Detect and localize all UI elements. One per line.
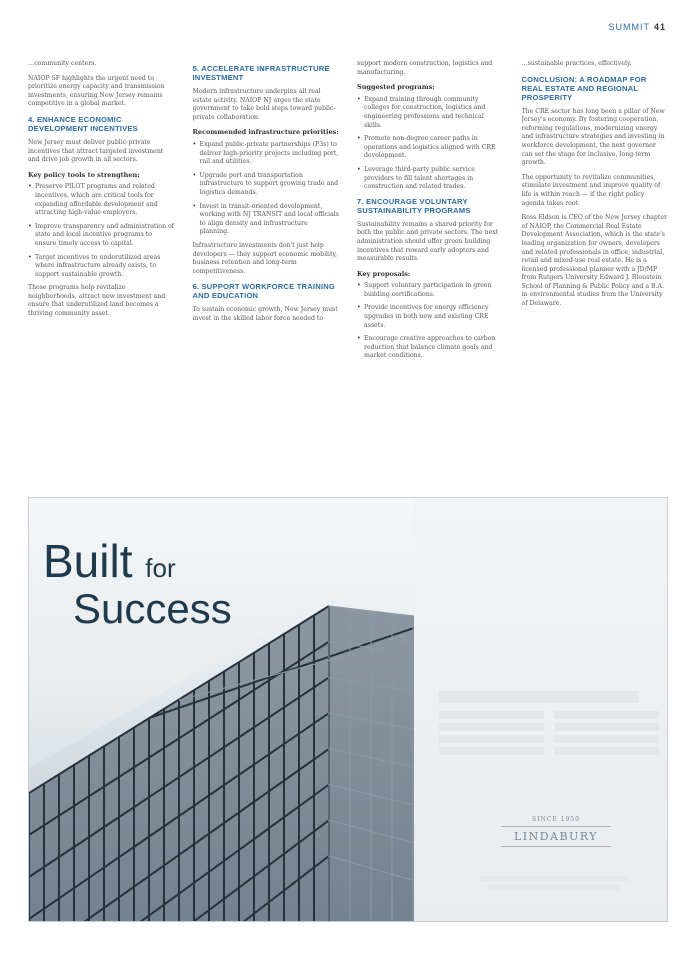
contact-line [489,885,619,890]
logo-name: LINDABURY [513,830,599,843]
list-item: • Improve transparency and administration of state and local incentive programs to ensure timely access to capital. [28,223,175,249]
list-item: • Target incentives to underutilized areas where infrastructure already exists, to support sustainable growth. [28,254,175,280]
headline-word: Success [73,585,232,632]
author-bio: Ross Eldson is CEO of the New Jersey chapter of NAIOP, the Commercial Real Estate Development Association, which is the state's leading organization for owners, developers and related professionals in office, industrial, retail and mixed-use real estate. He is a licensed professional planner with a JD/MP from Rutgers University Edward J. Bloustein School of Planning & Public Policy and a B.A. in environmental studies from the University of Delaware. [521,214,667,308]
service-item [554,747,659,755]
paragraph: …sustainable practices, effectively. [521,60,632,67]
bullet-list [357,96,504,192]
subheading: Recommended infrastructure priorities: [192,128,339,137]
advertisement [28,497,668,922]
list-item: • Invest in transit-oriented development, working with NJ TRANSIT and local officials to align density and infrastructure planning. [193,203,340,237]
ad-intro-text-placeholder [439,691,639,703]
subheading: Key proposals: [357,269,411,278]
service-item [439,711,544,719]
headline-word: for [145,553,176,583]
section-heading: 5. ACCELERATE INFRASTRUCTURE INVESTMENT [192,64,330,82]
column-1 [28,60,175,484]
list-item: • Preserve PILOT programs and related incentives, which are critical tools for expanding affordable development and attracting high-value employers. [28,183,175,217]
paragraph: …community centers. [28,60,97,67]
steel-frame-building-illustration [29,585,414,922]
column-2 [193,60,340,484]
subheading: Suggested programs: [357,83,435,92]
list-item: • Promote non-degree career paths in operations and logistics aligned with CRE development. [357,135,504,161]
firm-logo [491,816,621,850]
list-item: • Upgrade port and transportation infrastructure to support growing trade and logistics demands. [193,172,340,198]
list-item: • Provide incentives for energy efficiency upgrades in both new and existing CRE assets. [357,304,504,330]
paragraph: These programs help revitalize neighborhoods, attract new investment and ensure that underutilized land becomes a thriving community asset. [28,284,166,318]
section-heading: 6. SUPPORT WORKFORCE TRAINING AND EDUCATION [192,282,335,301]
list-item: • Expand training through community colleges for construction, logistics and engineering professions and technical skills. [357,96,504,130]
subheading: Key policy tools to strengthen: [28,170,140,179]
headline-word: Built [43,535,133,587]
paragraph: Modern infrastructure underpins all real estate activity. NAIOP NJ urges the state government to take bold steps toward public-private collaboration. [192,88,336,121]
article-body [28,60,668,484]
section-heading: CONCLUSION: A ROADMAP FOR REAL ESTATE AND REGIONAL PROSPERITY [521,74,647,102]
service-item [554,735,659,743]
paragraph: The CRE sector has long been a pillar of New Jersey's economy. By fostering cooperation, reforming regulations, modernizing energy and infrastructure strategies and investing in workforce development, the next governor can set the stage for inclusive, long-term growth. [521,107,665,167]
paragraph: NAIOP SF highlights the urgent need to prioritize energy capacity and transmission investments, ensuring New Jersey remains competitive in a global market. [28,74,165,108]
list-item: • Leverage third-party public service providers to fill talent shortages in construction and related trades. [357,166,504,192]
service-item [439,747,544,755]
service-item [439,723,544,731]
column-3 [357,60,504,484]
service-item [554,723,659,731]
bullet-list [28,183,175,279]
section-heading: 7. ENCOURAGE VOLUNTARY SUSTAINABILITY PROGRAMS [357,196,471,215]
ad-headline [43,535,232,632]
running-head [608,22,666,32]
paragraph: Sustainability remains a shared priority for both the public and private sectors. The next administration should offer green building incentives that reward early adopters and measurable results. [357,220,499,263]
logo-rule [501,826,611,827]
page-number: 41 [653,22,666,32]
section-heading: 4. ENHANCE ECONOMIC DEVELOPMENT INCENTIVES [28,114,138,133]
paragraph: The opportunity to revitalize communities, stimulate investment and improve quality of life is within reach — if the right policy agenda takes root. [521,173,661,207]
paragraph: To sustain economic growth, New Jersey must invest in the skilled labor force needed to [192,306,338,322]
section-name: SUMMIT [608,22,650,32]
paragraph: Infrastructure investments don't just help developers — they support economic mobility, business retention and long-term competitiveness. [192,241,338,275]
column-4 [522,60,669,484]
logo-rule [501,846,611,847]
bullet-list [193,141,340,237]
service-item [554,711,659,719]
service-item [439,735,544,743]
logo-mark: SINCE 1950 [532,816,580,823]
services-list [439,711,659,755]
bullet-list [357,282,504,361]
ad-services-block [439,691,659,755]
list-item: • Support voluntary participation in green building certifications. [357,282,504,299]
paragraph: support modern construction, logistics and manufacturing. [357,60,493,76]
paragraph: New Jersey must deliver public-private incentives that attract targeted investment and drive job growth in all sectors. [28,138,164,164]
list-item: • Expand public-private partnerships (P3s) to deliver high-priority projects including port, rail and utilities. [193,141,340,167]
contact-block [469,874,639,894]
contact-line [479,876,629,881]
list-item: • Encourage creative approaches to carbon reduction that balance climate goals and market conditions. [357,335,504,361]
